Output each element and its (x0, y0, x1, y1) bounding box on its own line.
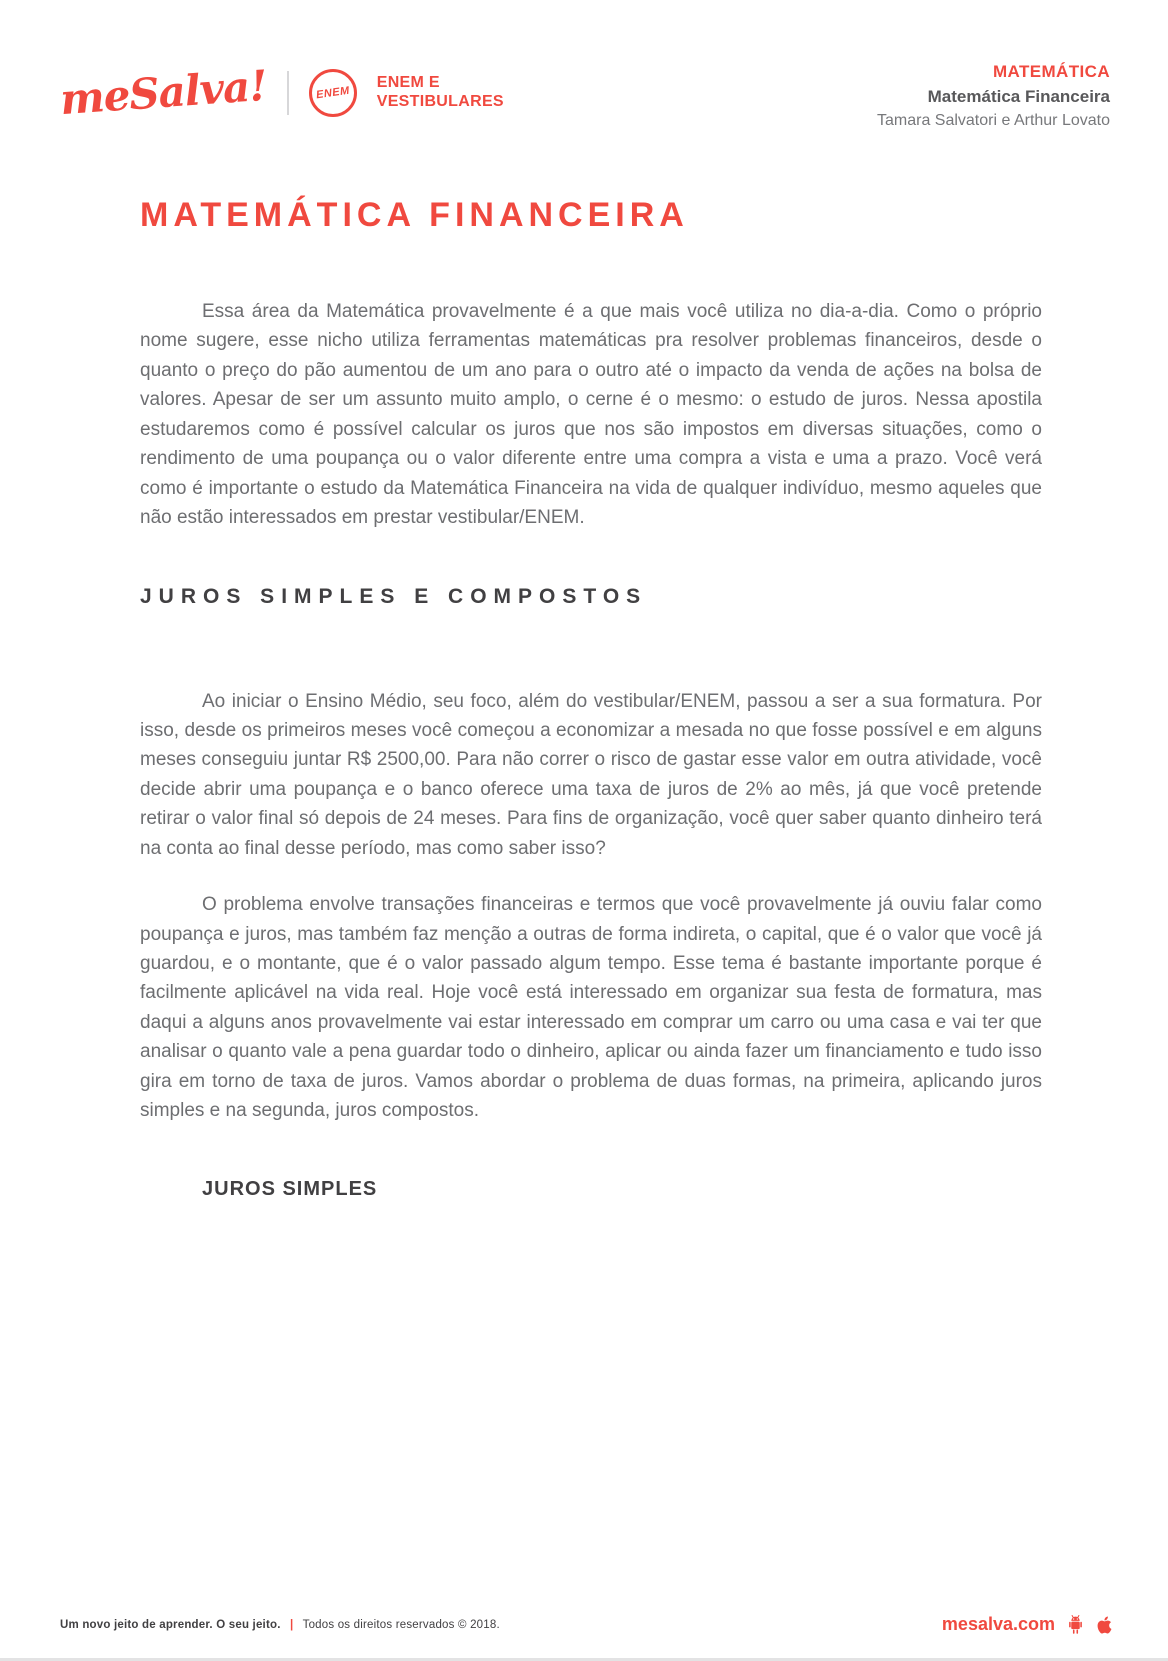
footer-tagline: Um novo jeito de aprender. O seu jeito. (60, 1618, 281, 1631)
page-title: MATEMÁTICA FINANCEIRA (140, 196, 689, 234)
authors-label: Tamara Salvatori e Arthur Lovato (876, 112, 1110, 130)
intro-paragraph: Essa área da Matemática provavelmente é a que mais você utiliza no dia-a-dia. Como o próprio nome sugere, esse nicho utiliza ferramentas matemáticas pra resolver problemas financeiros, desde o quanto o preço do pão aumentou de um ano para o outro até o impacto da venda de ações na bolsa de valores. Apesar de ser um assunto muito amplo, o cerne é o mesmo: o estudo de juros. Nessa apostila estudaremos como é possível calcular os juros que nos são impostos em diversas situações, como o rendimento de uma poupança ou o valor diferente entre uma compra a vista e uma a prazo. Você verá como é importante o estudo da Matemática Financeira na vida de qualquer indivíduo, mesmo aqueles que não estão interessados em prestar vestibular/ENEM. (140, 301, 1042, 529)
paragraph-savings-example: Ao iniciar o Ensino Médio, seu foco, além do vestibular/ENEM, passou a ser a sua formatura. Por isso, desde os primeiros meses você começou a economizar a mesada no que fosse possível e em alguns meses conseguiu juntar R$ 2500,00. Para não correr o risco de gastar esse valor em outra atividade, você decide abrir uma poupança e o banco oferece uma taxa de juros de 2% ao mês, já que você pretende retirar o valor final só depois de 24 meses. Para fins de organização, você quer saber quanto dinheiro terá na conta ao final desse período, mas como saber isso? (140, 690, 1042, 859)
apple-icon (1096, 1615, 1113, 1635)
document-body (140, 196, 1042, 1201)
footer-links (942, 1614, 1113, 1635)
paragraph-problem-terms: O problema envolve transações financeiras e termos que você provavelmente já ouviu falar como poupança e juros, mas também faz menção a outras de forma indireta, o capital, que é o valor que você já guardou, e o montante, que é o valor passado algum tempo. Esse tema é bastante importante porque é facilmente aplicável na vida real. Hoje você está interessado em organizar sua festa de formatura, mas daqui a alguns anos provavelmente vai estar interessado em comprar um carro ou uma casa e vai ter que analisar o quanto vale a pena guardar todo o dinheiro, aplicar ou ainda fazer um financiamento e tudo isso gira em torno de taxa de juros. Vamos abordar o problema de duas formas, na primeira, aplicando juros simples e na segunda, juros compostos. (140, 894, 1042, 1122)
brand-subtitle-line1: ENEM E (376, 74, 440, 92)
brand-subtitle-line2: VESTIBULARES (376, 92, 504, 110)
android-icon (1067, 1615, 1084, 1635)
enem-badge-icon (309, 69, 357, 117)
course-title: Matemática Financeira (927, 86, 1110, 106)
page-footer (60, 1614, 1113, 1635)
mesalva-site-link[interactable]: mesalva.com (941, 1614, 1055, 1634)
page-header (60, 58, 1110, 132)
brand-divider (287, 71, 289, 115)
mesalva-logo: meSalva! (58, 60, 269, 125)
footer-separator: | (290, 1618, 294, 1631)
course-info (877, 58, 1110, 132)
footer-copyright: Todos os direitos reservados © 2018. (302, 1618, 500, 1631)
footer-copyright-line (60, 1619, 500, 1631)
subject-label: MATEMÁTICA (993, 62, 1110, 81)
subsection-heading-juros-simples: JUROS SIMPLES (202, 1177, 378, 1200)
section-heading-juros: JUROS SIMPLES E COMPOSTOS (140, 584, 648, 608)
enem-badge-label: ENEM (315, 84, 351, 101)
brand-block (58, 58, 504, 125)
brand-subtitle (377, 74, 504, 111)
